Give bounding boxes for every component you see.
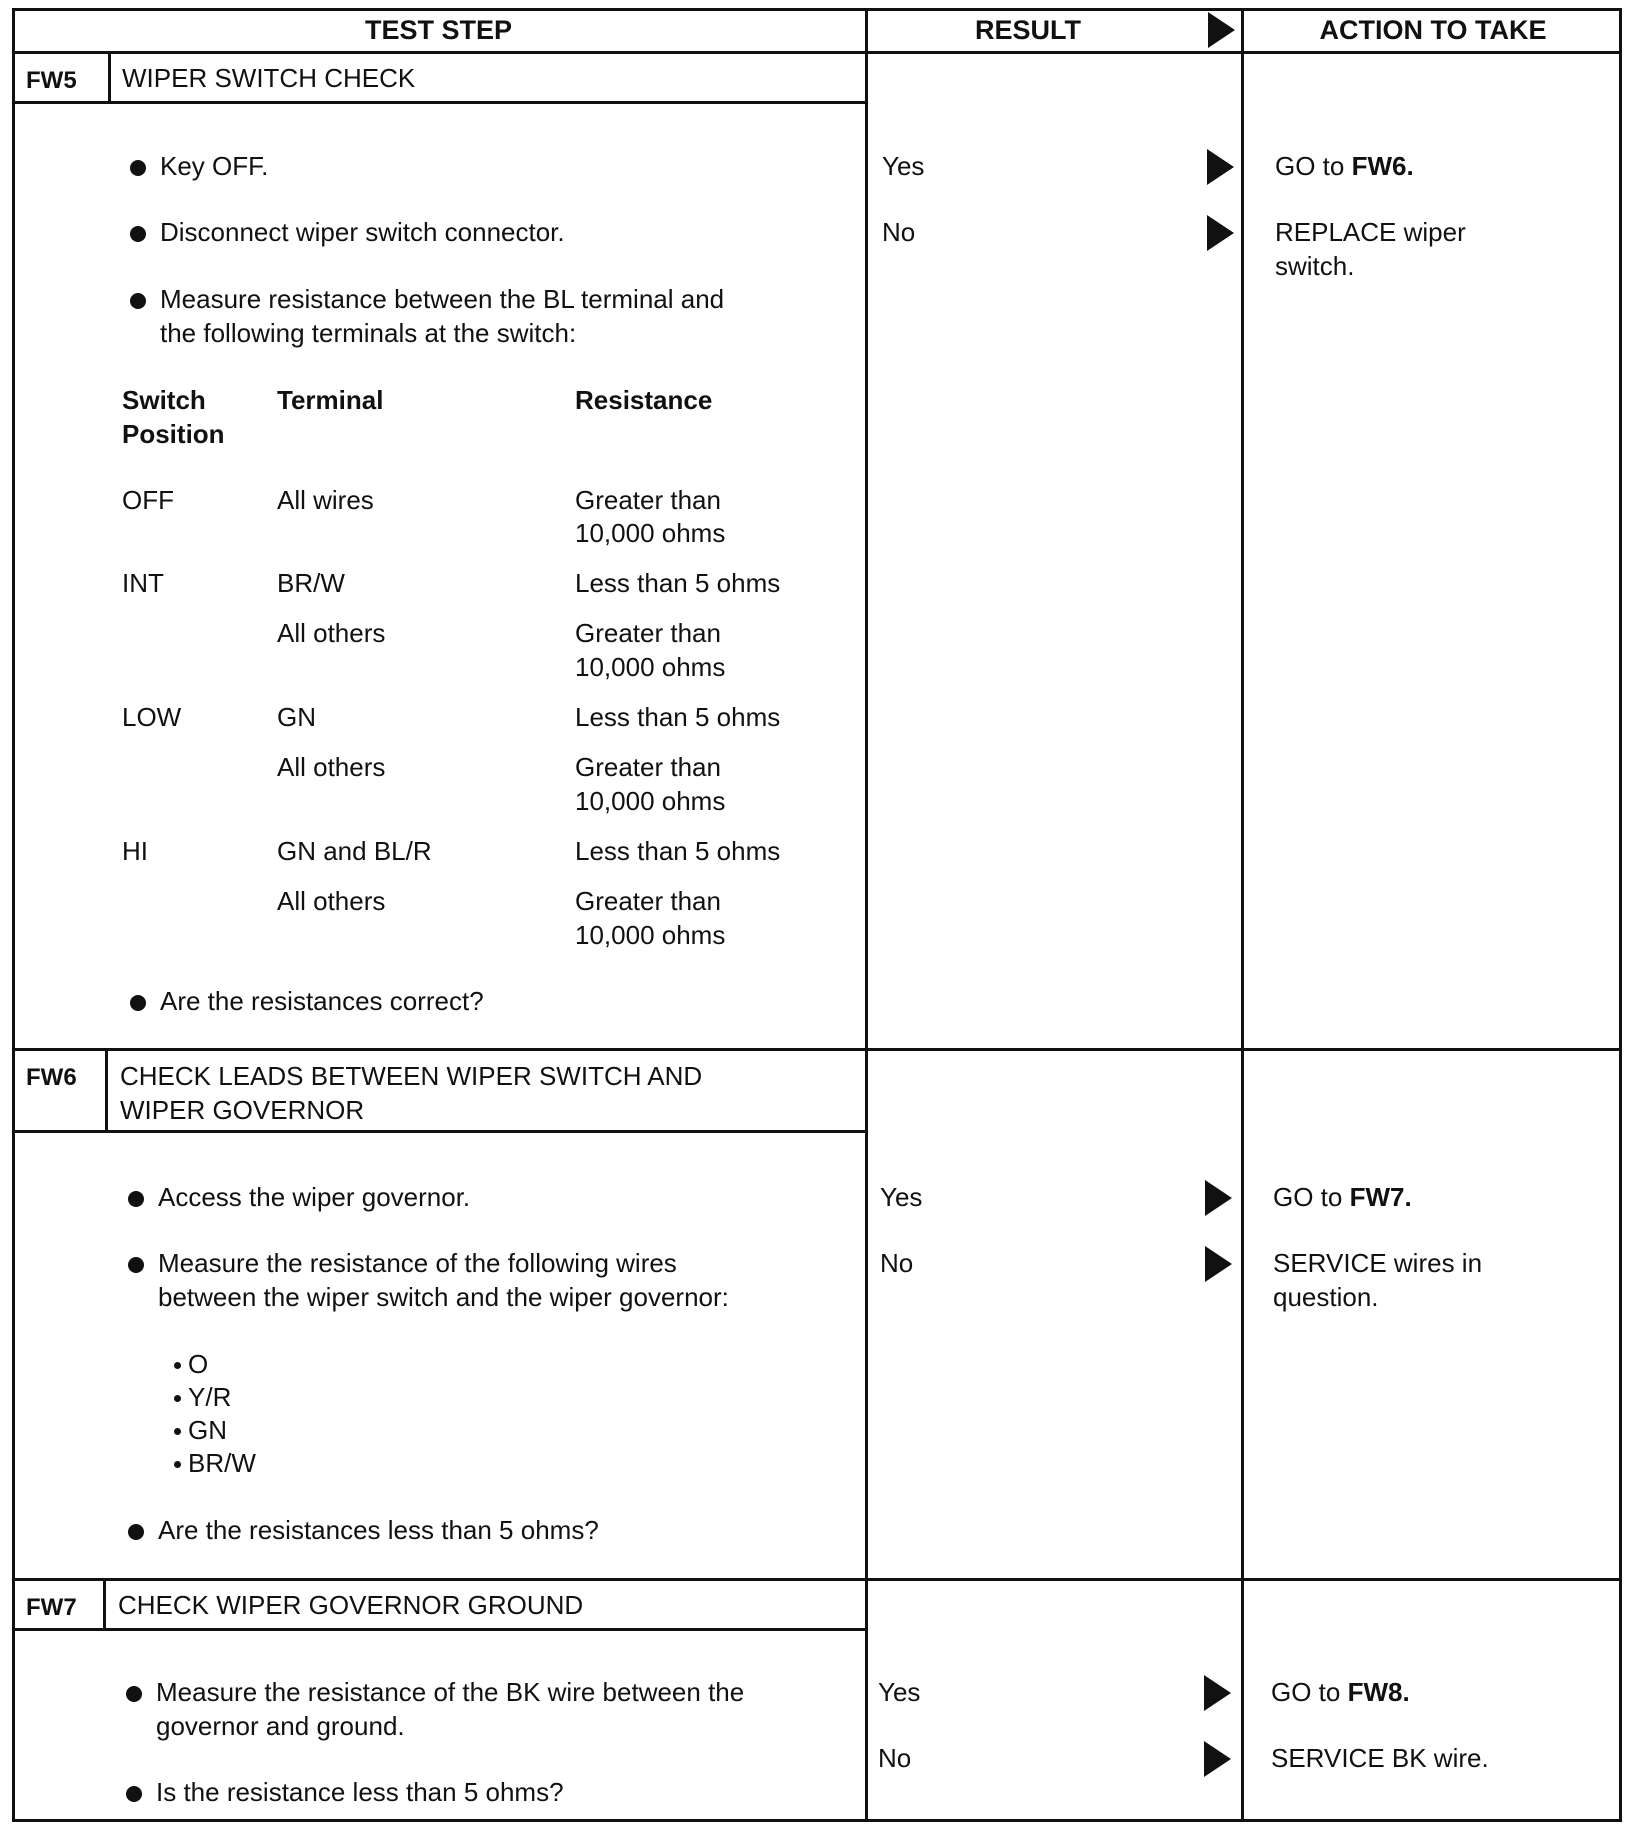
instruction-text: Key OFF. xyxy=(160,151,269,181)
column-divider-result-action xyxy=(1241,8,1244,1822)
instruction-text: between the wiper switch and the wiper governor: xyxy=(158,1282,729,1312)
instruction-text: the following terminals at the switch: xyxy=(160,318,577,348)
action-text: SERVICE wires in xyxy=(1273,1248,1483,1278)
arrow-icon xyxy=(1205,1246,1232,1282)
header-result: RESULT xyxy=(975,15,1081,45)
header-test-step: TEST STEP xyxy=(364,15,513,45)
table-cell-terminal: All others xyxy=(277,618,386,648)
instruction-text: Disconnect wiper switch connector. xyxy=(160,217,565,247)
action-text: question. xyxy=(1273,1282,1379,1312)
action-text: switch. xyxy=(1275,251,1355,281)
bullet-icon xyxy=(130,293,146,309)
instruction-text: Measure resistance between the BL terminal and xyxy=(160,284,725,314)
step-id-divider xyxy=(108,54,111,102)
arrow-icon xyxy=(1207,149,1234,185)
sub-bullet-icon xyxy=(174,1461,181,1468)
result-yes: Yes xyxy=(878,1677,921,1707)
step-id-divider xyxy=(105,1051,108,1131)
instruction-text: Measure the resistance of the BK wire between the xyxy=(156,1677,745,1707)
table-cell-position: LOW xyxy=(122,702,182,732)
wire-item: BR/W xyxy=(188,1448,256,1478)
action-text: SERVICE BK wire. xyxy=(1271,1743,1489,1773)
arrow-icon xyxy=(1204,1741,1231,1777)
question-text: Are the resistances less than 5 ohms? xyxy=(158,1515,599,1545)
step-separator xyxy=(12,1578,1622,1581)
action-text: REPLACE wiper xyxy=(1275,217,1466,247)
table-cell-position: HI xyxy=(122,836,148,866)
bullet-icon xyxy=(130,160,146,176)
table-left-border xyxy=(12,8,15,1822)
step-title-underline xyxy=(12,1130,867,1133)
step-title-underline xyxy=(12,1628,867,1631)
result-yes: Yes xyxy=(882,151,925,181)
table-cell-position: OFF xyxy=(122,485,174,515)
diagnostic-table xyxy=(12,8,1622,1822)
sub-bullet-icon xyxy=(174,1362,181,1369)
column-header-resistance: Resistance xyxy=(575,385,713,415)
instruction-text: governor and ground. xyxy=(156,1711,405,1741)
bullet-icon xyxy=(128,1191,144,1207)
step-id-divider xyxy=(103,1581,106,1629)
step-id: FW7 xyxy=(26,1594,77,1621)
result-yes: Yes xyxy=(880,1182,923,1212)
action-text: GO to FW7. xyxy=(1273,1182,1412,1212)
table-cell-resistance: 10,000 ohms xyxy=(575,920,726,950)
table-cell-resistance: 10,000 ohms xyxy=(575,518,726,548)
table-cell-resistance: Less than 5 ohms xyxy=(575,836,781,866)
question-text: Is the resistance less than 5 ohms? xyxy=(156,1777,564,1807)
step-separator xyxy=(12,1048,1622,1051)
instruction-text: Measure the resistance of the following wires xyxy=(158,1248,677,1278)
header-action: ACTION TO TAKE xyxy=(1319,15,1547,45)
wire-item: O xyxy=(188,1349,209,1379)
step-id: FW6 xyxy=(26,1064,77,1091)
wire-item: GN xyxy=(188,1415,227,1445)
table-bottom-border xyxy=(12,1819,1622,1822)
column-header-switch: Switch xyxy=(122,385,206,415)
arrow-icon xyxy=(1204,1675,1231,1711)
sub-bullet-icon xyxy=(174,1428,181,1435)
step-title: CHECK WIPER GOVERNOR GROUND xyxy=(118,1590,584,1620)
table-cell-terminal: GN xyxy=(277,702,316,732)
table-cell-terminal: BR/W xyxy=(277,568,345,598)
bullet-icon xyxy=(130,226,146,242)
table-cell-resistance: Greater than xyxy=(575,618,721,648)
table-cell-terminal: All wires xyxy=(277,485,374,515)
table-cell-terminal: All others xyxy=(277,886,386,916)
instruction-text: Access the wiper governor. xyxy=(158,1182,471,1212)
step-title: WIPER SWITCH CHECK xyxy=(122,63,416,93)
table-cell-resistance: 10,000 ohms xyxy=(575,786,726,816)
table-cell-resistance: Greater than xyxy=(575,886,721,916)
table-cell-resistance: Less than 5 ohms xyxy=(575,568,781,598)
step-title: CHECK LEADS BETWEEN WIPER SWITCH AND xyxy=(120,1061,703,1091)
result-no: No xyxy=(882,217,916,247)
step-title: WIPER GOVERNOR xyxy=(120,1095,365,1125)
question-text: Are the resistances correct? xyxy=(160,986,484,1016)
arrow-icon xyxy=(1207,215,1234,251)
sub-bullet-icon xyxy=(174,1395,181,1402)
header-arrow-icon xyxy=(1208,12,1235,48)
table-cell-position: INT xyxy=(122,568,164,598)
bullet-icon xyxy=(126,1786,142,1802)
action-text: GO to FW6. xyxy=(1275,151,1414,181)
bullet-icon xyxy=(130,995,146,1011)
table-cell-resistance: 10,000 ohms xyxy=(575,652,726,682)
arrow-icon xyxy=(1205,1180,1232,1216)
bullet-icon xyxy=(128,1524,144,1540)
action-text: GO to FW8. xyxy=(1271,1677,1410,1707)
wire-item: Y/R xyxy=(188,1382,232,1412)
result-no: No xyxy=(880,1248,914,1278)
table-cell-terminal: All others xyxy=(277,752,386,782)
table-cell-resistance: Less than 5 ohms xyxy=(575,702,781,732)
step-id: FW5 xyxy=(26,67,77,94)
column-header-position: Position xyxy=(122,419,225,449)
result-no: No xyxy=(878,1743,912,1773)
table-right-border xyxy=(1619,8,1622,1822)
step-title-underline xyxy=(12,101,867,104)
table-cell-resistance: Greater than xyxy=(575,485,721,515)
table-cell-terminal: GN and BL/R xyxy=(277,836,432,866)
bullet-icon xyxy=(128,1257,144,1273)
bullet-icon xyxy=(126,1686,142,1702)
table-cell-resistance: Greater than xyxy=(575,752,721,782)
column-divider-step-result xyxy=(865,8,868,1822)
column-header-terminal: Terminal xyxy=(277,385,384,415)
